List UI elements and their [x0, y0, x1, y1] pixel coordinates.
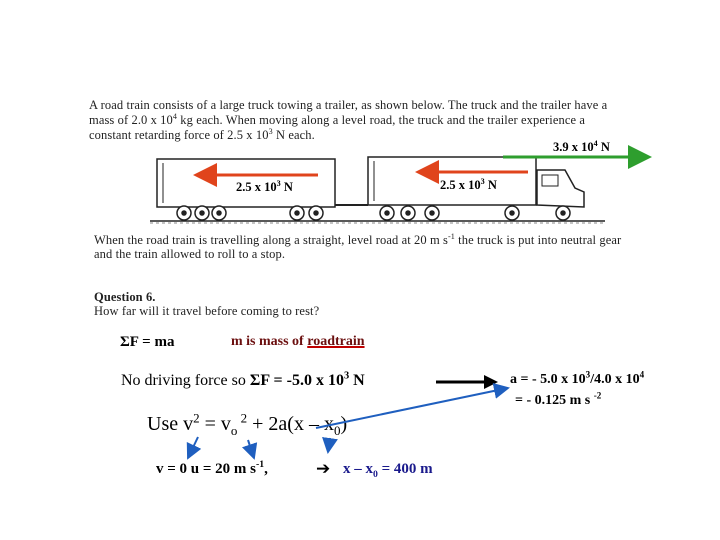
problem-line-3-pre: constant retarding force of 2.5 x 10: [89, 128, 269, 142]
values-exp: -1: [256, 459, 265, 470]
accel-line2-pre: = - 0.125 m s: [515, 393, 594, 408]
accel-line2-exp: -2: [593, 390, 602, 401]
use-sub2: 0: [333, 423, 341, 438]
substituted-values: [156, 461, 268, 478]
trailer-force-base: 2.5 x 10: [236, 180, 277, 194]
question-text: How far will it travel before coming to rest?: [94, 304, 320, 318]
result-post: = 400 m: [377, 461, 433, 477]
truck-force-base: 2.5 x 10: [440, 178, 481, 192]
acceleration-link-arrow: [316, 388, 508, 428]
trailer-force-unit: N: [280, 180, 293, 194]
question-heading: Question 6.: [94, 290, 156, 304]
accel-line1-pre: a = - 5.0 x 10: [510, 372, 586, 387]
accel-line1-exp1: 3: [585, 369, 591, 380]
values-pre: v = 0 u = 20 m s: [156, 461, 257, 477]
newton-second-law: ΣF = ma: [120, 334, 175, 350]
v-substitution-arrow: [188, 437, 198, 458]
problem-line-2-post: kg each. When moving along a level road, the truck and the trailer experience a: [177, 113, 585, 127]
use-mid1: = v: [199, 413, 231, 435]
problem-line-1-text: A road train consists of a large truck towing a trailer, as shown below. The truck and the trailer have a: [89, 98, 608, 112]
problem-line-2-pre: mass of 2.0 x 10: [89, 113, 173, 127]
use-mid2: + 2a(x – x: [247, 413, 334, 435]
x-result-arrow: [328, 438, 330, 452]
final-result: [343, 461, 433, 478]
driving-force-base: 3.9 x 10: [553, 140, 594, 154]
implies-symbol: ➔: [316, 459, 331, 478]
driving-force-exp: 4: [593, 138, 598, 148]
context-line-1-pre: When the road train is travelling along a straight, level road at 20 m s: [94, 233, 448, 247]
truck-force-unit: N: [484, 178, 497, 192]
trailer-force-exp: 3: [276, 178, 281, 188]
mass-note-word: roadtrain: [307, 334, 365, 349]
result-pre: x – x: [343, 461, 373, 477]
driving-force-unit: N: [597, 140, 610, 154]
use-exp2: 2: [237, 410, 248, 426]
mass-note-pre: m is mass of: [231, 334, 308, 349]
context-line-2-text: and the train allowed to roll to a stop.: [94, 247, 286, 261]
use-exp1: 2: [193, 410, 200, 426]
problem-line-3-exp: 3: [268, 126, 273, 136]
truck-force-exp: 3: [480, 176, 485, 186]
use-sub: o: [230, 423, 238, 438]
accel-line1-mid: /4.0 x 10: [590, 372, 640, 387]
use-end: ): [340, 413, 348, 435]
use-pre: Use v: [147, 413, 194, 435]
no-driving-exp: 3: [343, 370, 350, 382]
values-end: ,: [264, 461, 268, 477]
no-driving-unit: N: [349, 372, 365, 389]
problem-line-3-post: N each.: [272, 128, 315, 142]
result-sub: 0: [373, 469, 378, 480]
context-line-1-post: the truck is put into neutral gear: [454, 233, 622, 247]
context-line-1-exp: -1: [447, 231, 455, 241]
no-driving-sigma: ΣF = -5.0 x 10: [249, 372, 344, 389]
u-substitution-arrow: [248, 440, 254, 458]
problem-line-2-exp: 4: [172, 111, 178, 121]
accel-line1-exp2: 4: [639, 369, 645, 380]
no-driving-pre: No driving force so: [121, 372, 250, 389]
